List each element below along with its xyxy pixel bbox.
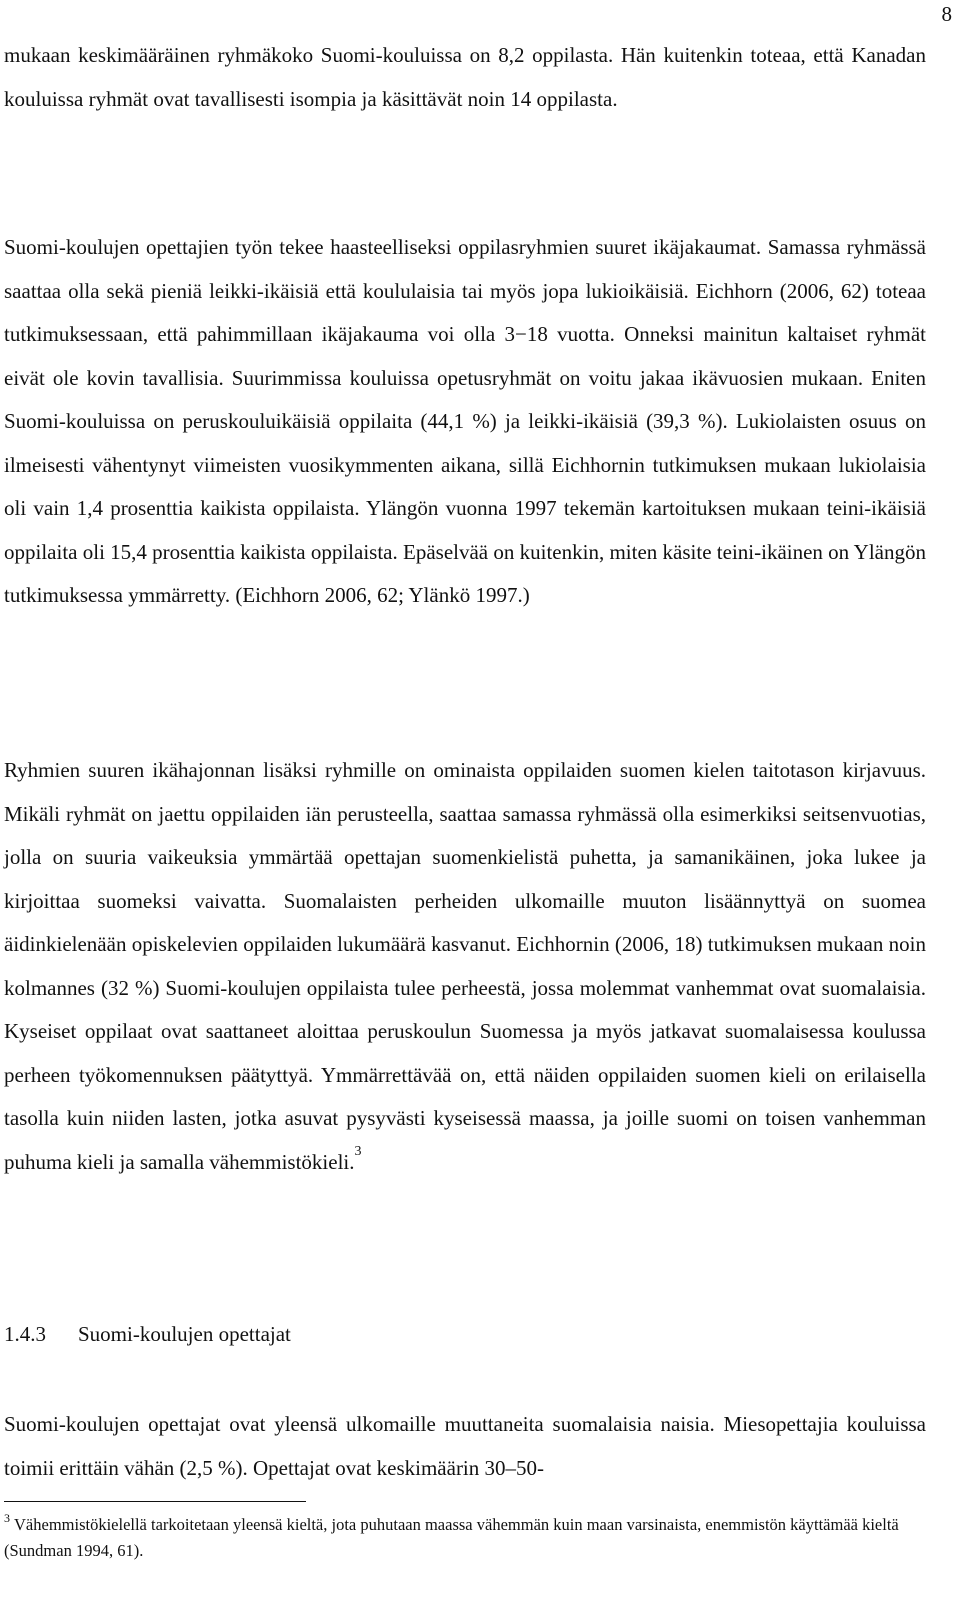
paragraph-1: mukaan keskimääräinen ryhmäkoko Suomi-kouluissa on 8,2 oppilasta. Hän kuitenkin toteaa, että Kanadan kouluissa ryhmät ovat tavallisesti isompia ja käsittävät noin 14 oppilasta.	[4, 43, 926, 111]
section-heading	[4, 1319, 291, 1349]
section-title: Suomi-koulujen opettajat	[78, 1322, 291, 1346]
footnote-marker: 3	[4, 1511, 10, 1525]
paragraph-2: Suomi-koulujen opettajien työn tekee haasteelliseksi oppilasryhmien suuret ikäjakaumat. Samassa ryhmässä saattaa olla sekä pieniä leikki-ikäisiä että koululaisia tai myös jopa lukioikäisiä. Eichhorn (2006, 62) toteaa tutkimuksessaan, että pahimmillaan ikäjakauma voi olla 3−18 vuotta. Onneksi mainitun kaltaiset ryhmät eivät ole kovin tavallisia. Suurimmissa kouluissa opetusryhmät on voitu jakaa ikävuosien mukaan. Eniten Suomi-kouluissa on peruskouluikäisiä oppilaita (44,1 %) ja leikki-ikäisiä (39,3 %). Lukiolaisten osuus on ilmeisesti vähentynyt viimeisten vuosikymmenten aikana, sillä Eichhornin tutkimuksen mukaan lukiolaisia oli vain 1,4 prosenttia kaikista oppilaista. Ylängön vuonna 1997 tekemän kartoituksen mukaan teini-ikäisiä oppilaita oli 15,4 prosenttia kaikista oppilaista. Epäselvää on kuitenkin, miten käsite teini-ikäinen on Ylängön tutkimuksessa ymmärretty. (Eichhorn 2006, 62; Ylänkö 1997.)	[4, 235, 926, 607]
section-number: 1.4.3	[4, 1322, 46, 1346]
paragraph-4: Suomi-koulujen opettajat ovat yleensä ulkomaille muuttaneita suomalaisia naisia. Miesopettajia kouluissa toimii erittäin vähän (2,5 %). Opettajat ovat keskimäärin 30–50-	[4, 1412, 926, 1480]
page-number: 8	[941, 2, 952, 26]
footnote-separator	[4, 1501, 306, 1502]
paragraph-3-text: Ryhmien suuren ikähajonnan lisäksi ryhmille on ominaista oppilaiden suomen kielen taitotason kirjavuus. Mikäli ryhmät on jaettu oppilaiden iän perusteella, saattaa samassa ryhmässä olla esimerkiksi seitsenvuotias, jolla on suuria vaikeuksia ymmärtää opettajan suomenkielistä puhetta, ja samanikäinen, joka lukee ja kirjoittaa suomeksi vaivatta. Suomalaisten perheiden ulkomaille muuton lisäännyttyä on suomea äidinkielenään opiskelevien oppilaiden lukumäärä kasvanut. Eichhornin (2006, 18) tutkimuksen mukaan noin kolmannes (32 %) Suomi-koulujen oppilaista tulee perheestä, jossa molemmat vanhemmat ovat suomalaisia. Kyseiset oppilaat ovat saattaneet aloittaa peruskoulun Suomessa ja myös jatkavat suomalaisessa koulussa perheen työkomennuksen päätyttyä. Ymmärrettävää on, että näiden oppilaiden suomen kieli on erilaisella tasolla kuin niiden lasten, jotka asuvat pysyvästi kyseisessä maassa, ja joille suomi on toisen vanhemman puhuma kieli ja samalla vähemmistökieli.	[4, 758, 926, 1174]
footnote	[4, 1512, 926, 1564]
paragraph-3	[4, 749, 926, 1184]
footnote-reference[interactable]: 3	[354, 1143, 362, 1159]
footnote-text: Vähemmistökielellä tarkoitetaan yleensä kieltä, jota puhutaan maassa vähemmän kuin maan varsinaista, enemmistön käyttämää kieltä (Sundman 1994, 61).	[4, 1515, 899, 1560]
